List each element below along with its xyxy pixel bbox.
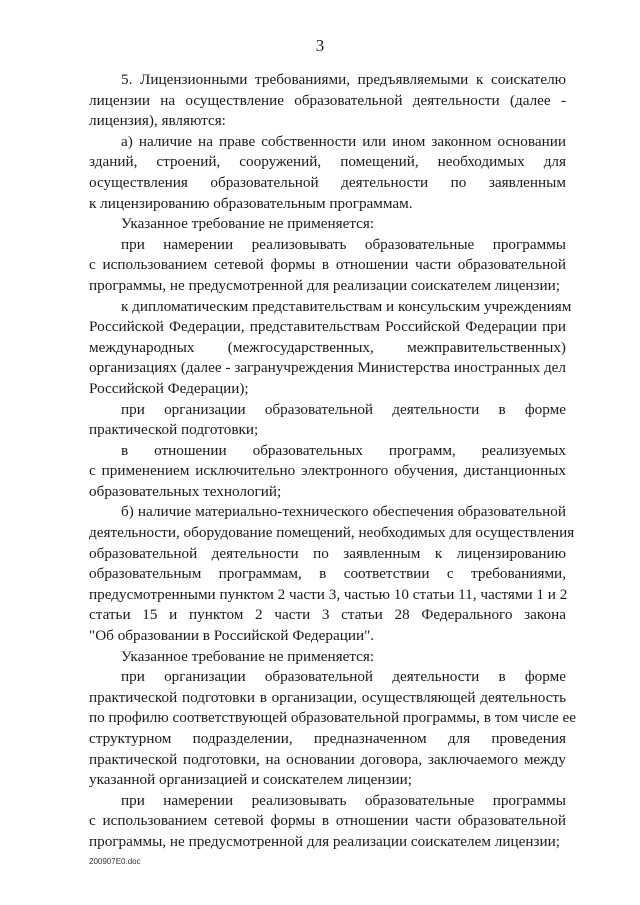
- text-line: указанной организацией и соискателем лицензии;: [89, 771, 412, 789]
- text-line: лицензии на осуществление образовательной деятельности (далее -: [89, 91, 566, 109]
- text-line: практической подготовки;: [89, 421, 259, 439]
- text-line: организациях (далее - загранучреждения Министерства иностранных дел: [89, 359, 566, 377]
- paragraph: [89, 297, 572, 400]
- text-line: образовательным программам, в соответствии с требованиями,: [89, 565, 566, 583]
- text-line: к дипломатическим представительствам и консульским учреждениям: [121, 297, 572, 315]
- text-line: программы, не предусмотренной для реализации соискателем лицензии;: [89, 832, 560, 850]
- text-line: б) наличие материально-технического обеспечения образовательной: [121, 503, 566, 521]
- paragraph: [89, 791, 566, 853]
- paragraph: [89, 214, 566, 235]
- text-line: при намерении реализовывать образовательные программы: [121, 235, 566, 253]
- text-line: практической подготовки в организации, осуществляющей деятельность: [89, 688, 566, 706]
- text-line: программы, не предусмотренной для реализации соискателем лицензии;: [89, 276, 560, 294]
- page-number: 3: [315, 36, 325, 55]
- text-line: "Об образовании в Российской Федерации".: [89, 627, 375, 645]
- paragraph: [89, 441, 566, 503]
- text-line: Российской Федерации);: [89, 379, 249, 397]
- paragraph: [89, 70, 566, 132]
- paragraph: [89, 502, 575, 646]
- paragraph: [89, 132, 566, 214]
- paragraph: [89, 400, 566, 441]
- text-line: с применением исключительно электронного обучения, дистанционных: [89, 462, 566, 480]
- text-line: международных (межгосударственных, межправительственных): [89, 338, 566, 356]
- text-line: предусмотренными пунктом 2 части 3, частью 10 статьи 11, частями 1 и 2: [89, 585, 568, 603]
- text-line: при организации образовательной деятельности в форме: [121, 400, 566, 418]
- text-line: при организации образовательной деятельности в форме: [121, 668, 566, 686]
- document-body: [89, 70, 576, 853]
- text-line: практической подготовки, на основании договора, заключаемого между: [89, 750, 566, 768]
- paragraph: [89, 647, 566, 668]
- text-line: осуществления образовательной деятельности по заявленным: [89, 173, 566, 191]
- file-name-footer: 200907E0.doc: [89, 857, 141, 866]
- paragraph: [89, 235, 566, 297]
- text-line: статьи 15 и пунктом 2 части 3 статьи 28 Федерального закона: [89, 606, 566, 624]
- text-line: а) наличие на праве собственности или ином законном основании: [121, 132, 566, 150]
- text-line: образовательных технологий;: [89, 482, 282, 500]
- text-line: с использованием сетевой формы в отношении части образовательной: [89, 256, 566, 274]
- text-line: Российской Федерации, представительствам Российской Федерации при: [89, 318, 566, 336]
- text-line: при намерении реализовывать образовательные программы: [121, 791, 566, 809]
- paragraph: [89, 667, 576, 791]
- text-line: образовательной деятельности по заявленным к лицензированию: [89, 544, 566, 562]
- text-line: 5. Лицензионными требованиями, предъявляемыми к соискателю: [121, 71, 566, 88]
- text-line: по профилю соответствующей образовательной программы, в том числе ее: [89, 709, 576, 727]
- text-line: лицензия), являются:: [89, 112, 226, 130]
- text-line: с использованием сетевой формы в отношении части образовательной: [89, 812, 566, 830]
- text-line: деятельности, оборудование помещений, необходимых для осуществления: [89, 524, 575, 542]
- text-line: в отношении образовательных программ, реализуемых: [121, 441, 566, 459]
- text-line: Указанное требование не применяется:: [121, 215, 375, 233]
- text-line: к лицензированию образовательным программам.: [89, 194, 413, 212]
- text-line: структурном подразделении, предназначенном для проведения: [89, 730, 566, 747]
- text-line: Указанное требование не применяется:: [121, 647, 375, 665]
- text-line: зданий, строений, сооружений, помещений, необходимых для: [89, 153, 566, 171]
